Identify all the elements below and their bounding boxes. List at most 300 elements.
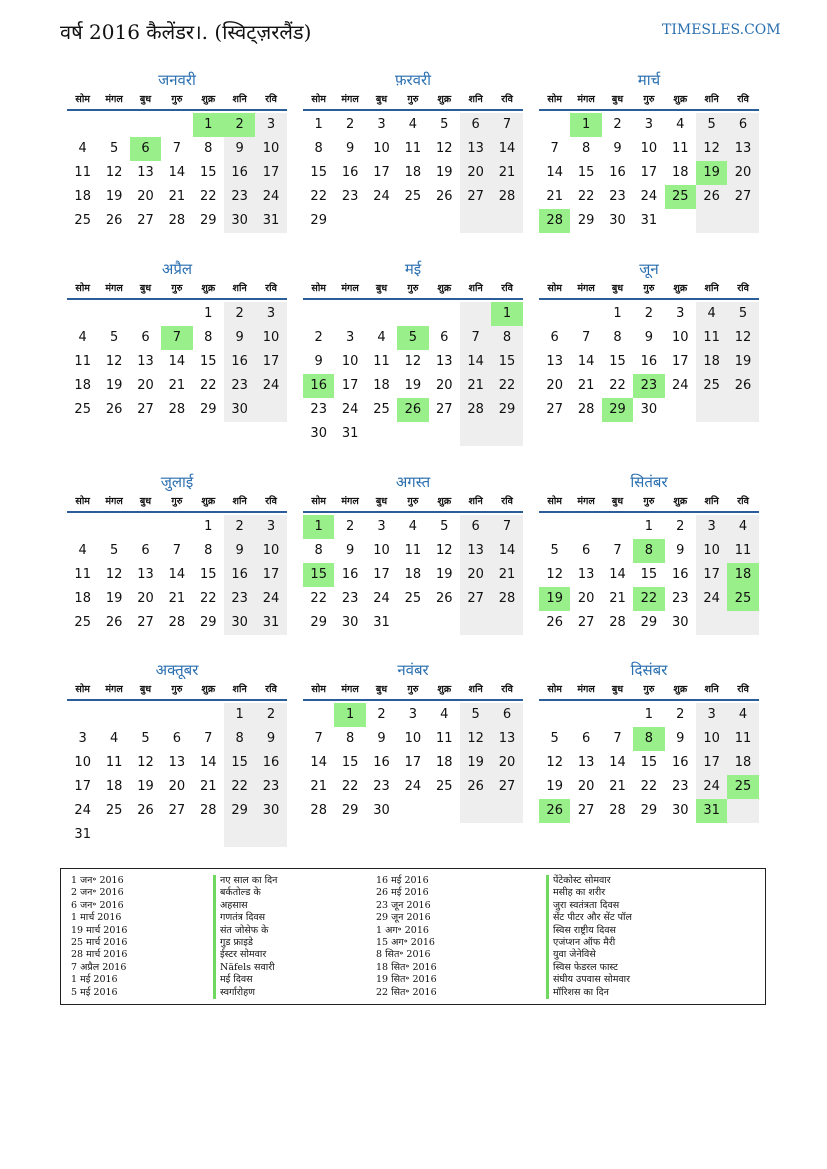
day-cell[interactable]: 6 xyxy=(130,137,161,161)
day-cell[interactable]: 31 xyxy=(255,209,286,233)
day-cell[interactable]: 16 xyxy=(640,354,658,369)
day-cell[interactable]: 8 xyxy=(314,141,323,156)
day-cell[interactable]: 9 xyxy=(613,141,622,156)
day-cell[interactable]: 29 xyxy=(199,402,217,417)
day-cell[interactable]: 19 xyxy=(460,751,491,775)
day-cell[interactable]: 19 xyxy=(539,587,570,611)
day-cell[interactable]: 11 xyxy=(74,567,91,582)
day-cell[interactable]: 5 xyxy=(460,703,491,727)
day-cell[interactable]: 2 xyxy=(255,703,286,727)
day-cell[interactable]: 22 xyxy=(577,189,595,204)
day-cell[interactable]: 28 xyxy=(609,803,626,818)
day-cell[interactable]: 2 xyxy=(314,330,323,345)
day-cell[interactable]: 10 xyxy=(255,326,286,350)
day-cell[interactable]: 6 xyxy=(440,330,449,345)
day-cell[interactable]: 20 xyxy=(491,751,522,775)
day-cell[interactable]: 9 xyxy=(345,543,355,558)
day-cell[interactable]: 19 xyxy=(435,567,453,582)
day-cell[interactable]: 28 xyxy=(310,803,327,818)
day-cell[interactable]: 23 xyxy=(224,185,255,209)
day-cell[interactable]: 31 xyxy=(255,611,286,635)
day-cell[interactable]: 7 xyxy=(204,731,213,746)
day-cell[interactable]: 6 xyxy=(141,543,150,558)
day-cell[interactable]: 12 xyxy=(435,141,453,156)
day-cell[interactable]: 9 xyxy=(676,731,685,746)
day-cell[interactable]: 30 xyxy=(341,615,359,630)
day-cell[interactable]: 1 xyxy=(644,707,653,722)
day-cell[interactable]: 5 xyxy=(550,731,559,746)
day-cell[interactable]: 14 xyxy=(168,354,186,369)
day-cell[interactable]: 4 xyxy=(727,703,758,727)
day-cell[interactable]: 3 xyxy=(78,731,87,746)
day-cell[interactable]: 21 xyxy=(609,591,626,606)
day-cell[interactable]: 7 xyxy=(314,731,323,746)
day-cell[interactable]: 16 xyxy=(609,165,626,180)
day-cell[interactable]: 1 xyxy=(570,113,601,137)
day-cell[interactable]: 3 xyxy=(255,113,286,137)
day-cell[interactable]: 15 xyxy=(303,563,334,587)
day-cell[interactable]: 18 xyxy=(671,165,689,180)
day-cell[interactable]: 17 xyxy=(671,354,689,369)
day-cell[interactable]: 26 xyxy=(546,615,563,630)
day-cell[interactable]: 22 xyxy=(224,775,255,799)
site-link[interactable]: TIMESLES.COM xyxy=(662,22,781,38)
day-cell[interactable]: 2 xyxy=(224,113,255,137)
day-cell[interactable]: 3 xyxy=(644,117,653,132)
day-cell[interactable]: 27 xyxy=(460,587,491,611)
day-cell[interactable]: 13 xyxy=(727,137,758,161)
day-cell[interactable]: 2 xyxy=(676,707,685,722)
day-cell[interactable]: 6 xyxy=(581,731,591,746)
day-cell[interactable]: 3 xyxy=(255,302,286,326)
day-cell[interactable]: 19 xyxy=(404,378,422,393)
day-cell[interactable]: 13 xyxy=(577,755,595,770)
day-cell[interactable]: 10 xyxy=(255,539,286,563)
day-cell[interactable]: 27 xyxy=(546,402,563,417)
day-cell[interactable]: 23 xyxy=(609,189,626,204)
day-cell[interactable]: 22 xyxy=(640,779,658,794)
day-cell[interactable]: 18 xyxy=(74,378,91,393)
day-cell[interactable]: 5 xyxy=(440,117,449,132)
day-cell[interactable]: 12 xyxy=(435,543,453,558)
day-cell[interactable]: 19 xyxy=(105,189,123,204)
day-cell[interactable]: 9 xyxy=(224,539,255,563)
day-cell[interactable]: 13 xyxy=(577,567,595,582)
day-cell[interactable]: 21 xyxy=(460,374,491,398)
day-cell[interactable]: 16 xyxy=(224,350,255,374)
day-cell[interactable]: 29 xyxy=(341,803,359,818)
day-cell[interactable]: 10 xyxy=(255,137,286,161)
day-cell[interactable]: 5 xyxy=(141,731,150,746)
day-cell[interactable]: 1 xyxy=(303,515,334,539)
day-cell[interactable]: 28 xyxy=(491,185,522,209)
day-cell[interactable]: 28 xyxy=(168,615,186,630)
day-cell[interactable]: 9 xyxy=(644,330,653,345)
day-cell[interactable]: 20 xyxy=(137,189,154,204)
day-cell[interactable]: 3 xyxy=(696,703,727,727)
day-cell[interactable]: 17 xyxy=(696,563,727,587)
day-cell[interactable]: 31 xyxy=(74,827,91,842)
day-cell[interactable]: 8 xyxy=(204,330,213,345)
day-cell[interactable]: 9 xyxy=(255,727,286,751)
day-cell[interactable]: 21 xyxy=(491,563,522,587)
day-cell[interactable]: 25 xyxy=(74,402,91,417)
day-cell[interactable]: 1 xyxy=(204,306,213,321)
day-cell[interactable]: 16 xyxy=(224,161,255,185)
day-cell[interactable]: 27 xyxy=(168,803,186,818)
day-cell[interactable]: 12 xyxy=(404,354,422,369)
day-cell[interactable]: 19 xyxy=(546,779,563,794)
day-cell[interactable]: 9 xyxy=(224,326,255,350)
day-cell[interactable]: 16 xyxy=(224,563,255,587)
day-cell[interactable]: 16 xyxy=(303,374,334,398)
day-cell[interactable]: 2 xyxy=(224,302,255,326)
day-cell[interactable]: 29 xyxy=(310,615,327,630)
day-cell[interactable]: 15 xyxy=(199,567,217,582)
day-cell[interactable]: 5 xyxy=(696,113,727,137)
day-cell[interactable]: 4 xyxy=(78,141,87,156)
day-cell[interactable]: 17 xyxy=(74,779,91,794)
day-cell[interactable]: 14 xyxy=(609,567,626,582)
day-cell[interactable]: 24 xyxy=(341,402,359,417)
day-cell[interactable]: 19 xyxy=(105,378,123,393)
day-cell[interactable]: 11 xyxy=(404,141,422,156)
day-cell[interactable]: 27 xyxy=(577,615,595,630)
day-cell[interactable]: 26 xyxy=(397,398,428,422)
day-cell[interactable]: 28 xyxy=(491,587,522,611)
day-cell[interactable]: 9 xyxy=(377,731,386,746)
day-cell[interactable]: 25 xyxy=(74,213,91,228)
day-cell[interactable]: 13 xyxy=(168,755,186,770)
day-cell[interactable]: 12 xyxy=(105,354,123,369)
day-cell[interactable]: 26 xyxy=(105,615,123,630)
day-cell[interactable]: 7 xyxy=(581,330,591,345)
day-cell[interactable]: 30 xyxy=(224,209,255,233)
day-cell[interactable]: 11 xyxy=(435,731,453,746)
day-cell[interactable]: 23 xyxy=(671,591,689,606)
day-cell[interactable]: 11 xyxy=(74,354,91,369)
day-cell[interactable]: 22 xyxy=(310,189,327,204)
day-cell[interactable]: 28 xyxy=(460,398,491,422)
day-cell[interactable]: 18 xyxy=(435,755,453,770)
day-cell[interactable]: 24 xyxy=(671,378,689,393)
day-cell[interactable]: 24 xyxy=(255,185,286,209)
day-cell[interactable]: 14 xyxy=(168,165,186,180)
day-cell[interactable]: 6 xyxy=(172,731,181,746)
day-cell[interactable]: 9 xyxy=(224,137,255,161)
day-cell[interactable]: 25 xyxy=(696,374,727,398)
day-cell[interactable]: 20 xyxy=(168,779,186,794)
day-cell[interactable]: 24 xyxy=(74,803,91,818)
day-cell[interactable]: 15 xyxy=(640,567,658,582)
day-cell[interactable]: 16 xyxy=(671,755,689,770)
day-cell[interactable]: 5 xyxy=(397,326,428,350)
day-cell[interactable]: 1 xyxy=(644,519,653,534)
day-cell[interactable]: 7 xyxy=(550,141,559,156)
day-cell[interactable]: 31 xyxy=(341,426,359,441)
day-cell[interactable]: 12 xyxy=(460,727,491,751)
day-cell[interactable]: 16 xyxy=(341,165,359,180)
day-cell[interactable]: 25 xyxy=(105,803,123,818)
day-cell[interactable]: 2 xyxy=(613,117,622,132)
day-cell[interactable]: 25 xyxy=(404,189,422,204)
day-cell[interactable]: 11 xyxy=(727,539,758,563)
day-cell[interactable]: 14 xyxy=(577,354,595,369)
day-cell[interactable]: 3 xyxy=(696,515,727,539)
day-cell[interactable]: 25 xyxy=(665,185,696,209)
day-cell[interactable]: 1 xyxy=(224,703,255,727)
day-cell[interactable]: 2 xyxy=(345,519,355,534)
day-cell[interactable]: 13 xyxy=(137,567,154,582)
day-cell[interactable]: 1 xyxy=(314,117,323,132)
day-cell[interactable]: 19 xyxy=(435,165,453,180)
day-cell[interactable]: 13 xyxy=(491,727,522,751)
day-cell[interactable]: 18 xyxy=(727,751,758,775)
day-cell[interactable]: 6 xyxy=(550,330,559,345)
day-cell[interactable]: 5 xyxy=(440,519,449,534)
day-cell[interactable]: 26 xyxy=(435,591,453,606)
day-cell[interactable]: 3 xyxy=(377,117,386,132)
day-cell[interactable]: 19 xyxy=(137,779,154,794)
day-cell[interactable]: 27 xyxy=(137,615,154,630)
day-cell[interactable]: 22 xyxy=(633,587,664,611)
day-cell[interactable]: 3 xyxy=(377,519,386,534)
day-cell[interactable]: 20 xyxy=(137,591,154,606)
day-cell[interactable]: 26 xyxy=(696,185,727,209)
day-cell[interactable]: 10 xyxy=(640,141,658,156)
day-cell[interactable]: 8 xyxy=(633,539,664,563)
day-cell[interactable]: 29 xyxy=(224,799,255,823)
day-cell[interactable]: 22 xyxy=(199,591,217,606)
day-cell[interactable]: 2 xyxy=(676,519,685,534)
day-cell[interactable]: 8 xyxy=(204,543,213,558)
day-cell[interactable]: 10 xyxy=(74,755,91,770)
day-cell[interactable]: 23 xyxy=(633,374,664,398)
day-cell[interactable]: 8 xyxy=(314,543,323,558)
day-cell[interactable]: 14 xyxy=(460,350,491,374)
day-cell[interactable]: 7 xyxy=(161,326,192,350)
day-cell[interactable]: 12 xyxy=(105,567,123,582)
day-cell[interactable]: 5 xyxy=(727,302,758,326)
day-cell[interactable]: 15 xyxy=(640,755,658,770)
day-cell[interactable]: 7 xyxy=(613,731,622,746)
day-cell[interactable]: 17 xyxy=(255,350,286,374)
day-cell[interactable]: 4 xyxy=(408,519,417,534)
day-cell[interactable]: 30 xyxy=(671,615,689,630)
day-cell[interactable]: 17 xyxy=(696,751,727,775)
day-cell[interactable]: 10 xyxy=(373,141,390,156)
day-cell[interactable]: 18 xyxy=(74,189,91,204)
day-cell[interactable]: 1 xyxy=(204,519,213,534)
day-cell[interactable]: 26 xyxy=(727,374,758,398)
day-cell[interactable]: 15 xyxy=(310,165,327,180)
day-cell[interactable]: 2 xyxy=(345,117,355,132)
day-cell[interactable]: 24 xyxy=(696,587,727,611)
day-cell[interactable]: 16 xyxy=(255,751,286,775)
day-cell[interactable]: 4 xyxy=(408,117,417,132)
day-cell[interactable]: 10 xyxy=(404,731,422,746)
day-cell[interactable]: 7 xyxy=(491,113,522,137)
day-cell[interactable]: 1 xyxy=(491,302,522,326)
day-cell[interactable]: 23 xyxy=(341,591,359,606)
day-cell[interactable]: 26 xyxy=(105,213,123,228)
day-cell[interactable]: 21 xyxy=(168,189,186,204)
day-cell[interactable]: 3 xyxy=(345,330,355,345)
day-cell[interactable]: 2 xyxy=(644,306,653,321)
day-cell[interactable]: 28 xyxy=(539,209,570,233)
day-cell[interactable]: 26 xyxy=(137,803,154,818)
day-cell[interactable]: 1 xyxy=(193,113,224,137)
day-cell[interactable]: 18 xyxy=(404,567,422,582)
day-cell[interactable]: 22 xyxy=(199,189,217,204)
day-cell[interactable]: 20 xyxy=(546,378,563,393)
day-cell[interactable]: 17 xyxy=(341,378,359,393)
day-cell[interactable]: 6 xyxy=(581,543,591,558)
day-cell[interactable]: 30 xyxy=(224,611,255,635)
day-cell[interactable]: 11 xyxy=(74,165,91,180)
day-cell[interactable]: 10 xyxy=(341,354,359,369)
day-cell[interactable]: 8 xyxy=(581,141,591,156)
day-cell[interactable]: 15 xyxy=(609,354,626,369)
day-cell[interactable]: 21 xyxy=(609,779,626,794)
day-cell[interactable]: 21 xyxy=(310,779,327,794)
day-cell[interactable]: 27 xyxy=(491,775,522,799)
day-cell[interactable]: 30 xyxy=(640,402,658,417)
day-cell[interactable]: 12 xyxy=(105,165,123,180)
day-cell[interactable]: 3 xyxy=(408,707,417,722)
day-cell[interactable]: 12 xyxy=(546,755,563,770)
day-cell[interactable]: 13 xyxy=(137,165,154,180)
day-cell[interactable]: 16 xyxy=(373,755,390,770)
day-cell[interactable]: 29 xyxy=(310,213,327,228)
day-cell[interactable]: 25 xyxy=(435,779,453,794)
day-cell[interactable]: 28 xyxy=(577,402,595,417)
day-cell[interactable]: 6 xyxy=(491,703,522,727)
day-cell[interactable]: 29 xyxy=(640,803,658,818)
day-cell[interactable]: 2 xyxy=(224,515,255,539)
day-cell[interactable]: 28 xyxy=(609,615,626,630)
day-cell[interactable]: 4 xyxy=(78,543,87,558)
day-cell[interactable]: 25 xyxy=(74,615,91,630)
day-cell[interactable]: 4 xyxy=(696,302,727,326)
day-cell[interactable]: 21 xyxy=(491,161,522,185)
day-cell[interactable]: 4 xyxy=(440,707,449,722)
day-cell[interactable]: 5 xyxy=(109,543,119,558)
day-cell[interactable]: 8 xyxy=(491,326,522,350)
day-cell[interactable]: 6 xyxy=(727,113,758,137)
day-cell[interactable]: 22 xyxy=(310,591,327,606)
day-cell[interactable]: 31 xyxy=(373,615,390,630)
day-cell[interactable]: 14 xyxy=(168,567,186,582)
day-cell[interactable]: 23 xyxy=(255,775,286,799)
day-cell[interactable]: 24 xyxy=(255,374,286,398)
day-cell[interactable]: 16 xyxy=(671,567,689,582)
day-cell[interactable]: 19 xyxy=(696,161,727,185)
day-cell[interactable]: 10 xyxy=(671,330,689,345)
day-cell[interactable]: 20 xyxy=(435,378,453,393)
day-cell[interactable]: 7 xyxy=(491,515,522,539)
day-cell[interactable]: 23 xyxy=(341,189,359,204)
day-cell[interactable]: 5 xyxy=(109,330,119,345)
day-cell[interactable]: 29 xyxy=(577,213,595,228)
day-cell[interactable]: 6 xyxy=(460,515,491,539)
day-cell[interactable]: 27 xyxy=(435,402,453,417)
day-cell[interactable]: 13 xyxy=(460,539,491,563)
day-cell[interactable]: 15 xyxy=(199,165,217,180)
day-cell[interactable]: 4 xyxy=(109,731,119,746)
day-cell[interactable]: 28 xyxy=(199,803,217,818)
day-cell[interactable]: 10 xyxy=(373,543,390,558)
day-cell[interactable]: 1 xyxy=(613,306,622,321)
day-cell[interactable]: 13 xyxy=(546,354,563,369)
day-cell[interactable]: 20 xyxy=(460,161,491,185)
day-cell[interactable]: 22 xyxy=(341,779,359,794)
day-cell[interactable]: 15 xyxy=(577,165,595,180)
day-cell[interactable]: 29 xyxy=(640,615,658,630)
day-cell[interactable]: 9 xyxy=(676,543,685,558)
day-cell[interactable]: 4 xyxy=(377,330,386,345)
day-cell[interactable]: 14 xyxy=(609,755,626,770)
day-cell[interactable]: 8 xyxy=(204,141,213,156)
day-cell[interactable]: 11 xyxy=(105,755,123,770)
day-cell[interactable]: 27 xyxy=(577,803,595,818)
day-cell[interactable]: 15 xyxy=(199,354,217,369)
day-cell[interactable]: 27 xyxy=(137,213,154,228)
day-cell[interactable]: 20 xyxy=(460,563,491,587)
day-cell[interactable]: 29 xyxy=(199,213,217,228)
day-cell[interactable]: 9 xyxy=(345,141,355,156)
day-cell[interactable]: 8 xyxy=(224,727,255,751)
day-cell[interactable]: 9 xyxy=(314,354,323,369)
day-cell[interactable]: 7 xyxy=(172,543,181,558)
day-cell[interactable]: 24 xyxy=(696,775,727,799)
day-cell[interactable]: 14 xyxy=(546,165,563,180)
day-cell[interactable]: 21 xyxy=(168,591,186,606)
day-cell[interactable]: 23 xyxy=(224,374,255,398)
day-cell[interactable]: 18 xyxy=(404,165,422,180)
day-cell[interactable]: 14 xyxy=(491,137,522,161)
day-cell[interactable]: 16 xyxy=(341,567,359,582)
day-cell[interactable]: 20 xyxy=(577,591,595,606)
day-cell[interactable]: 25 xyxy=(373,402,390,417)
day-cell[interactable]: 17 xyxy=(255,161,286,185)
day-cell[interactable]: 18 xyxy=(74,591,91,606)
day-cell[interactable]: 25 xyxy=(404,591,422,606)
day-cell[interactable]: 6 xyxy=(141,330,150,345)
day-cell[interactable]: 8 xyxy=(345,731,355,746)
day-cell[interactable]: 28 xyxy=(168,213,186,228)
day-cell[interactable]: 10 xyxy=(696,539,727,563)
day-cell[interactable]: 17 xyxy=(373,567,390,582)
day-cell[interactable]: 23 xyxy=(224,587,255,611)
day-cell[interactable]: 4 xyxy=(727,515,758,539)
day-cell[interactable]: 29 xyxy=(602,398,633,422)
day-cell[interactable]: 7 xyxy=(613,543,622,558)
day-cell[interactable]: 21 xyxy=(168,378,186,393)
day-cell[interactable]: 13 xyxy=(460,137,491,161)
day-cell[interactable]: 27 xyxy=(727,185,758,209)
day-cell[interactable]: 30 xyxy=(255,799,286,823)
day-cell[interactable]: 30 xyxy=(373,803,390,818)
day-cell[interactable]: 10 xyxy=(696,727,727,751)
day-cell[interactable]: 11 xyxy=(727,727,758,751)
day-cell[interactable]: 27 xyxy=(137,402,154,417)
day-cell[interactable]: 24 xyxy=(373,591,390,606)
day-cell[interactable]: 11 xyxy=(671,141,689,156)
day-cell[interactable]: 15 xyxy=(491,350,522,374)
day-cell[interactable]: 17 xyxy=(640,165,658,180)
day-cell[interactable]: 13 xyxy=(435,354,453,369)
